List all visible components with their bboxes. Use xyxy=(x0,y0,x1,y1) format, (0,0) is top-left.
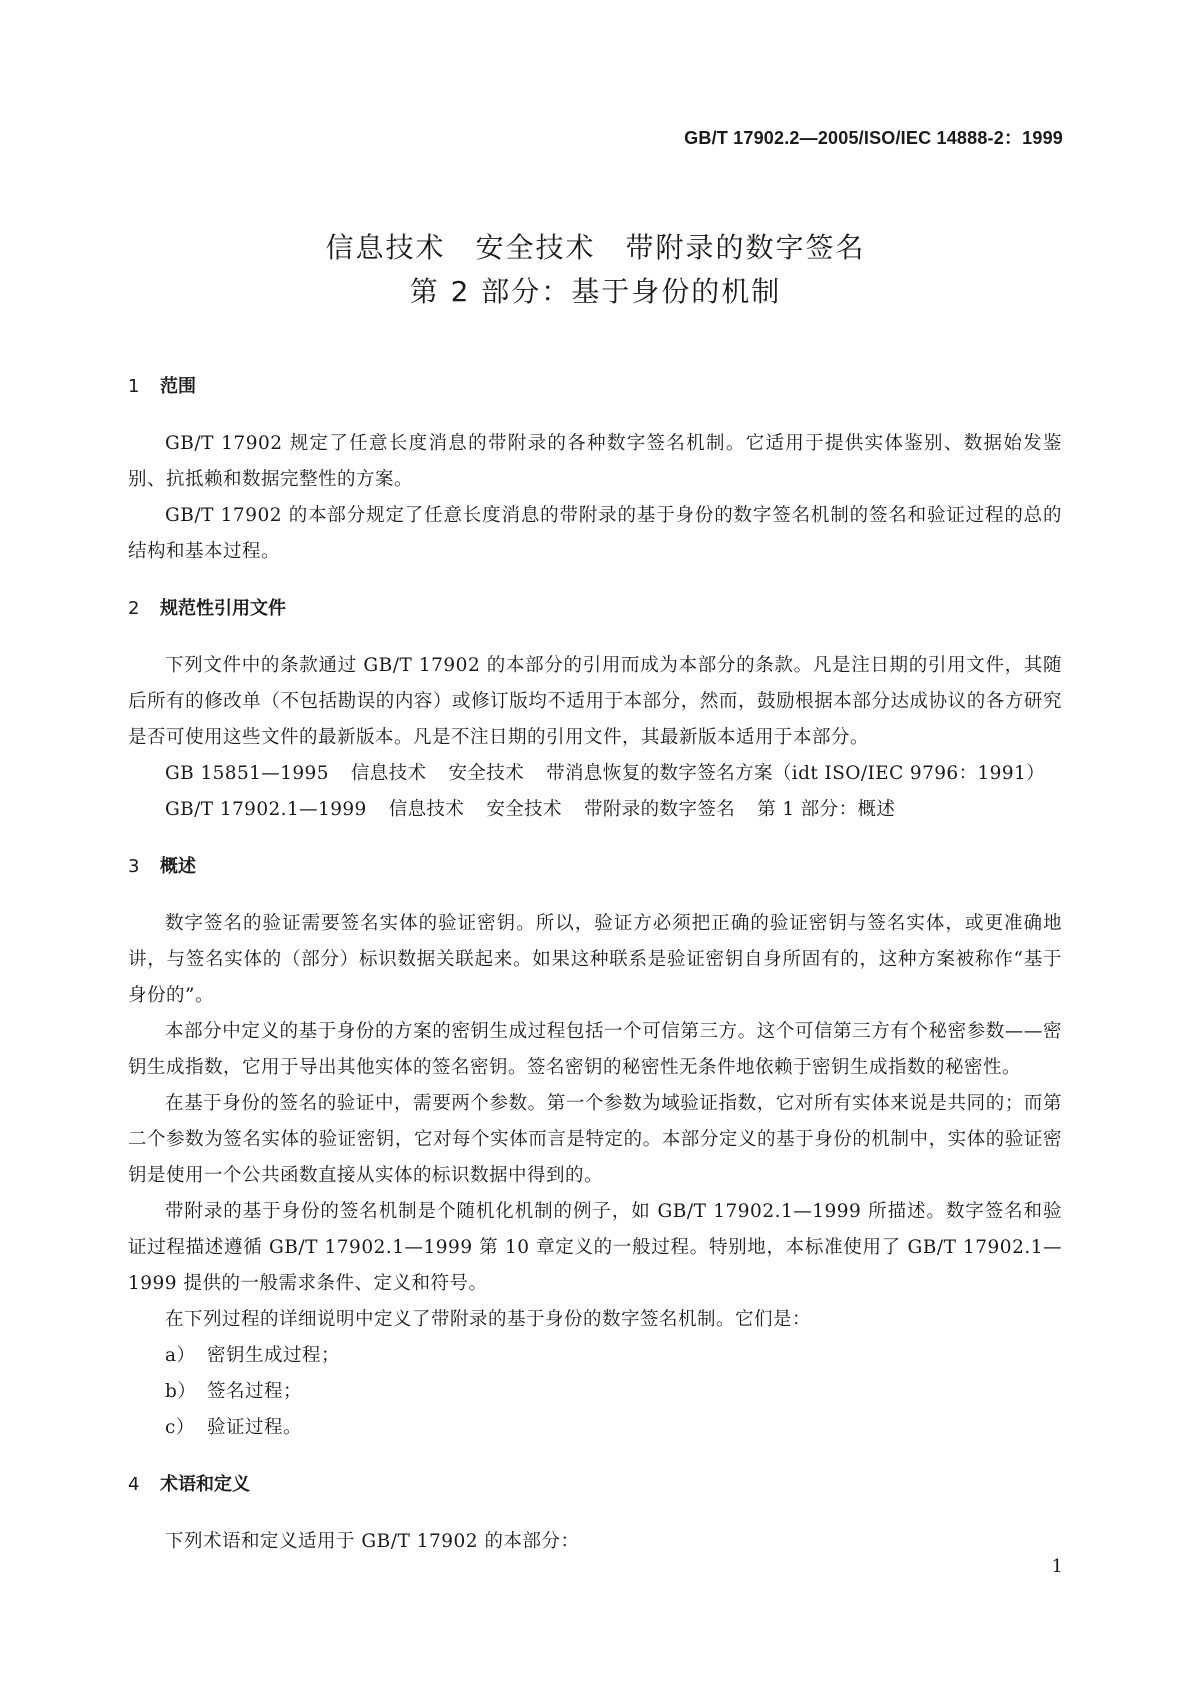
section-heading-normative-references xyxy=(128,592,1062,626)
reference-title-part: 第 1 部分：概述 xyxy=(757,799,896,820)
list-marker: b） xyxy=(165,1381,197,1402)
section-title: 术语和定义 xyxy=(160,1474,250,1495)
list-text: 验证过程。 xyxy=(207,1417,303,1438)
reference-title-part: 带消息恢复的数字签名方案（idt ISO/IEC 9796：1991） xyxy=(546,763,1046,784)
page-number: 1 xyxy=(1051,1556,1063,1577)
list-item xyxy=(128,1374,1062,1410)
paragraph: 下列文件中的条款通过 GB/T 17902 的本部分的引用而成为本部分的条款。凡是注日期的引用文件，其随后所有的修改单（不包括勘误的内容）或修订版均不适用于本部分，然而，鼓励根据本部分达成协议的各方研究是否可使用这些文件的最新版本。凡是不注日期的引用文件，其最新版本适用于本部分。 xyxy=(128,655,1062,748)
paragraph: GB/T 17902 规定了任意长度消息的带附录的各种数字签名机制。它适用于提供实体鉴别、数据始发鉴别、抗抵赖和数据完整性的方案。 xyxy=(128,433,1062,490)
title-part-2: 安全技术 xyxy=(475,231,596,264)
list-marker: a） xyxy=(165,1345,196,1366)
list-text: 密钥生成过程； xyxy=(207,1345,341,1366)
title-line-1 xyxy=(0,226,1191,270)
reference-title-part: 信息技术 xyxy=(350,763,427,784)
section-number: 3 xyxy=(128,856,140,877)
section-heading-terms-and-definitions xyxy=(128,1468,1062,1502)
section-number: 2 xyxy=(128,598,140,619)
standard-code-header: GB/T 17902.2—2005/ISO/IEC 14888-2：1999 xyxy=(684,128,1063,148)
section-heading-overview xyxy=(128,850,1062,884)
list-item xyxy=(128,1410,1062,1446)
section-title: 范围 xyxy=(160,376,196,397)
title-line-2: 第 2 部分：基于身份的机制 xyxy=(409,275,782,308)
paragraph: 数字签名的验证需要签名实体的验证密钥。所以，验证方必须把正确的验证密钥与签名实体，或更准确地讲，与签名实体的（部分）标识数据关联起来。如果这种联系是验证密钥自身所固有的，这种方案被称作“基于身份的”。 xyxy=(128,913,1062,1006)
section-number: 4 xyxy=(128,1474,140,1495)
reference-title-part: 安全技术 xyxy=(448,763,525,784)
section-heading-scope xyxy=(128,370,1062,404)
title-part-3: 带附录的数字签名 xyxy=(625,231,866,264)
paragraph: 在下列过程的详细说明中定义了带附录的基于身份的数字签名机制。它们是： xyxy=(165,1309,812,1330)
reference-item xyxy=(128,756,1062,792)
document-body xyxy=(128,370,1062,1560)
paragraph: 在基于身份的签名的验证中，需要两个参数。第一个参数为域验证指数，它对所有实体来说是共同的；而第二个参数为签名实体的验证密钥，它对每个实体而言是特定的。本部分定义的基于身份的机制中，实体的验证密钥是使用一个公共函数直接从实体的标识数据中得到的。 xyxy=(128,1093,1062,1186)
paragraph: 带附录的基于身份的签名机制是个随机化机制的例子，如 GB/T 17902.1—1999 所描述。数字签名和验证过程描述遵循 GB/T 17902.1—1999 第 10 章定义的一般过程。特别地，本标准使用了 GB/T 17902.1—1999 提供的一般需求条件、定义和符号。 xyxy=(128,1201,1062,1294)
title-part-1: 信息技术 xyxy=(325,231,446,264)
reference-code: GB 15851—1995 xyxy=(165,763,329,784)
reference-title-part: 信息技术 xyxy=(388,799,465,820)
paragraph: 下列术语和定义适用于 GB/T 17902 的本部分： xyxy=(165,1531,580,1552)
reference-title-part: 安全技术 xyxy=(486,799,562,820)
list-text: 签名过程； xyxy=(207,1381,303,1402)
section-title: 概述 xyxy=(160,856,196,877)
section-number: 1 xyxy=(128,376,140,397)
list-item xyxy=(128,1338,1062,1374)
list-marker: c） xyxy=(165,1417,195,1438)
paragraph: GB/T 17902 的本部分规定了任意长度消息的带附录的基于身份的数字签名机制的签名和验证过程的总的结构和基本过程。 xyxy=(128,505,1062,562)
paragraph: 本部分中定义的基于身份的方案的密钥生成过程包括一个可信第三方。这个可信第三方有个秘密参数——密钥生成指数，它用于导出其他实体的签名密钥。签名密钥的秘密性无条件地依赖于密钥生成指数的秘密性。 xyxy=(128,1021,1062,1078)
document-title xyxy=(0,226,1191,314)
reference-title-part: 带附录的数字签名 xyxy=(583,799,736,820)
section-title: 规范性引用文件 xyxy=(160,598,286,619)
reference-item xyxy=(128,792,1062,828)
reference-code: GB/T 17902.1—1999 xyxy=(165,799,367,820)
